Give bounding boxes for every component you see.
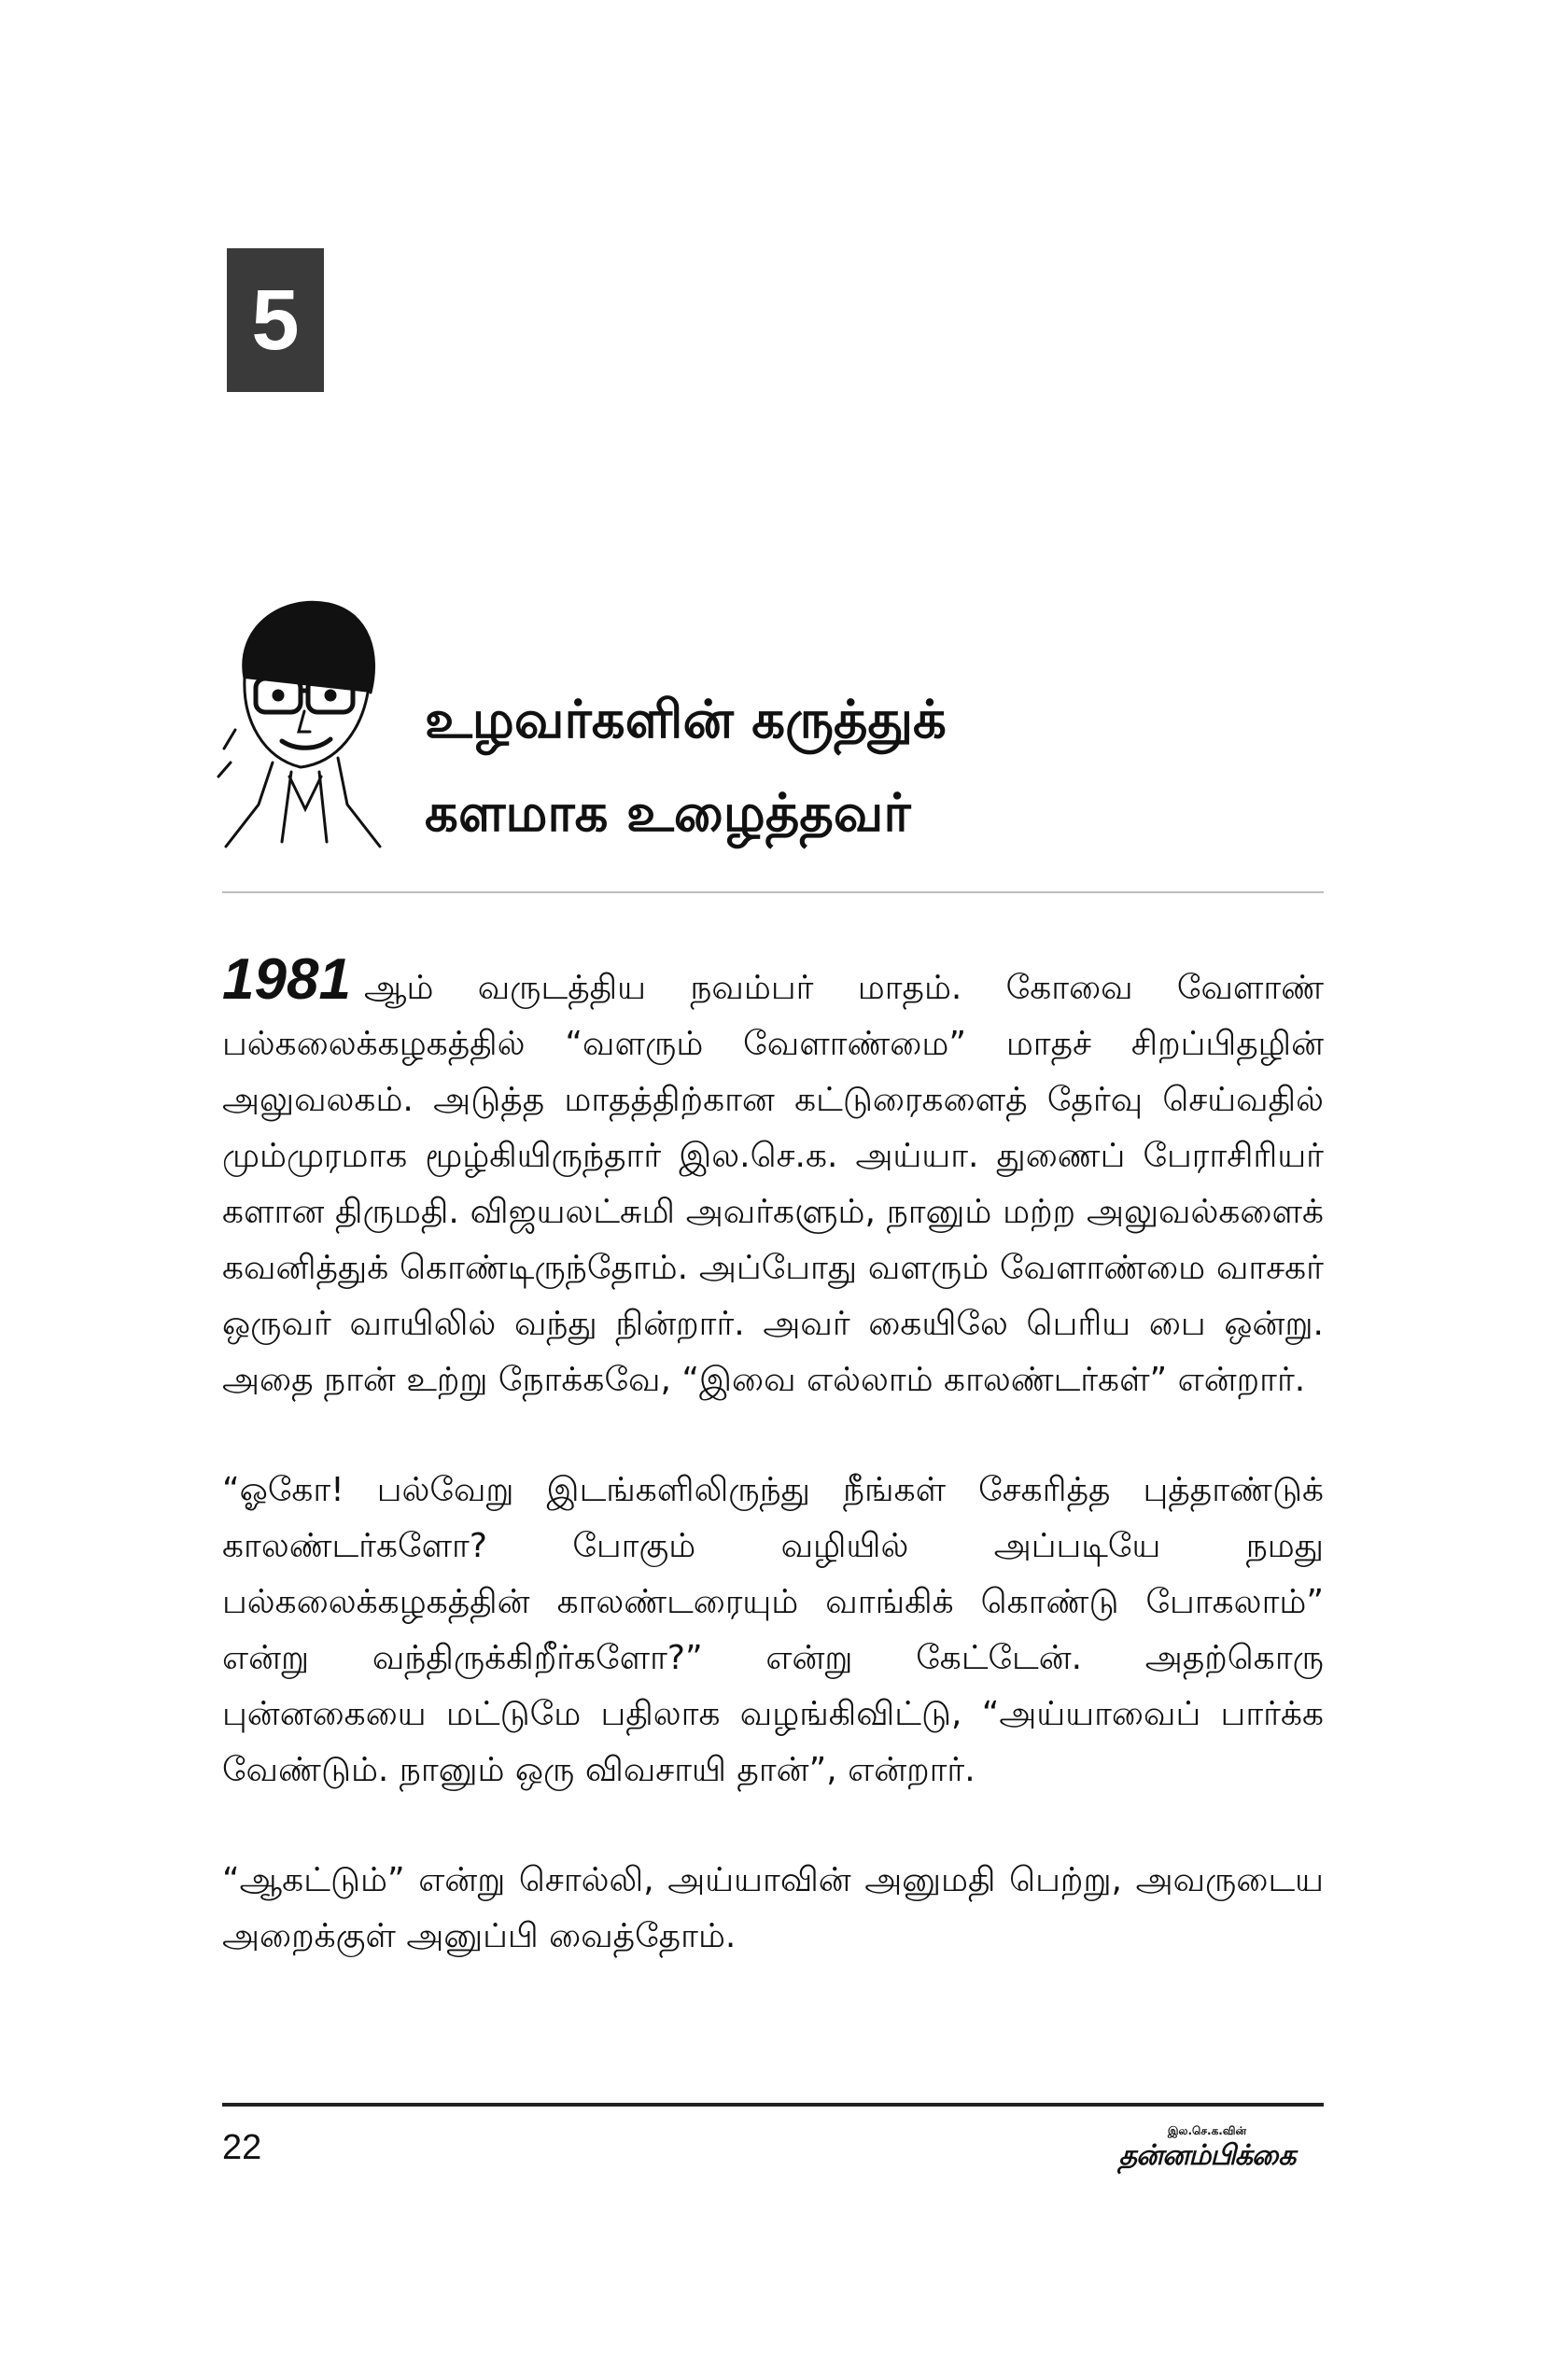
paragraph-1-text: ஆம் வருடத்திய நவம்பர் மாதம். கோவை வேளாண் பல்கலைக்கழகத்தில் “வளரும் வேளாண்மை” மாதச் சிறப்பிதழின் அலுவலகம். அடுத்த மாதத்திற்கான கட்டுரைகளைத் தேர்வு செய்வதில் மும்முரமாக மூழ்கியிருந்தார் இல.செ.க. அய்யா. துணைப் பேராசிரியர் களான திருமதி. விஜயலட்சுமி அவர்களும், நானும் மற்ற அலுவல்களைக் கவனித்துக் கொண்டிருந்தோம். அப்போது வளரும் வேளாண்மை வாசகர் ஒருவர் வாயிலில் வந்து நின்றார். அவர் கையிலே பெரிய பை ஒன்று. அதை நான் உற்று நோக்கவே, “இவை எல்லாம் காலண்டர்கள்” என்றார். — [222, 969, 1324, 1399]
paragraph-3: “ஆகட்டும்” என்று சொல்லி, அய்யாவின் அனுமதி பெற்று, அவருடைய அறைக்குள் அனுப்பி வைத்தோம். — [222, 1861, 1324, 1955]
paragraph-2: “ஓகோ! பல்வேறு இடங்களிலிருந்து நீங்கள் சேகரித்த புத்தாண்டுக் காலண்டர்களோ? போகும் வழியில் அப்படியே நமது பல்கலைக்கழகத்தின் காலண்டரையும் வாங்கிக் கொண்டு போகலாம்” என்று வந்திருக்கிறீர்களோ?” என்று கேட்டேன். அதற்கொரு புன்னகையை மட்டுமே பதிலாக வழங்கிவிட்டு, “அய்யாவைப் பார்க்க வேண்டும். நானும் ஒரு விவசாயி தான்”, என்றார். — [222, 1471, 1324, 1789]
title-divider — [222, 891, 1324, 893]
chapter-title — [425, 674, 1265, 861]
book-logo-subtitle: இல.செ.க.வின் — [1167, 2124, 1247, 2137]
chapter-title-line-2: களமாக உழைத்தவர் — [425, 783, 911, 844]
footer-divider — [222, 2103, 1324, 2107]
chapter-number: 5 — [251, 272, 300, 368]
book-logo-title: தன்னம்பிக்கை — [1118, 2139, 1296, 2172]
page-number: 22 — [222, 2128, 262, 2167]
chapter-body — [222, 947, 1324, 2019]
paragraph-1 — [222, 947, 1324, 1408]
lead-number: 1981 — [222, 947, 351, 1012]
chapter-number-box — [227, 248, 324, 392]
book-logo — [1090, 2124, 1324, 2176]
chapter-title-line-1: உழவர்களின் கருத்துக் — [425, 690, 947, 750]
author-portrait-sketch — [207, 590, 385, 851]
